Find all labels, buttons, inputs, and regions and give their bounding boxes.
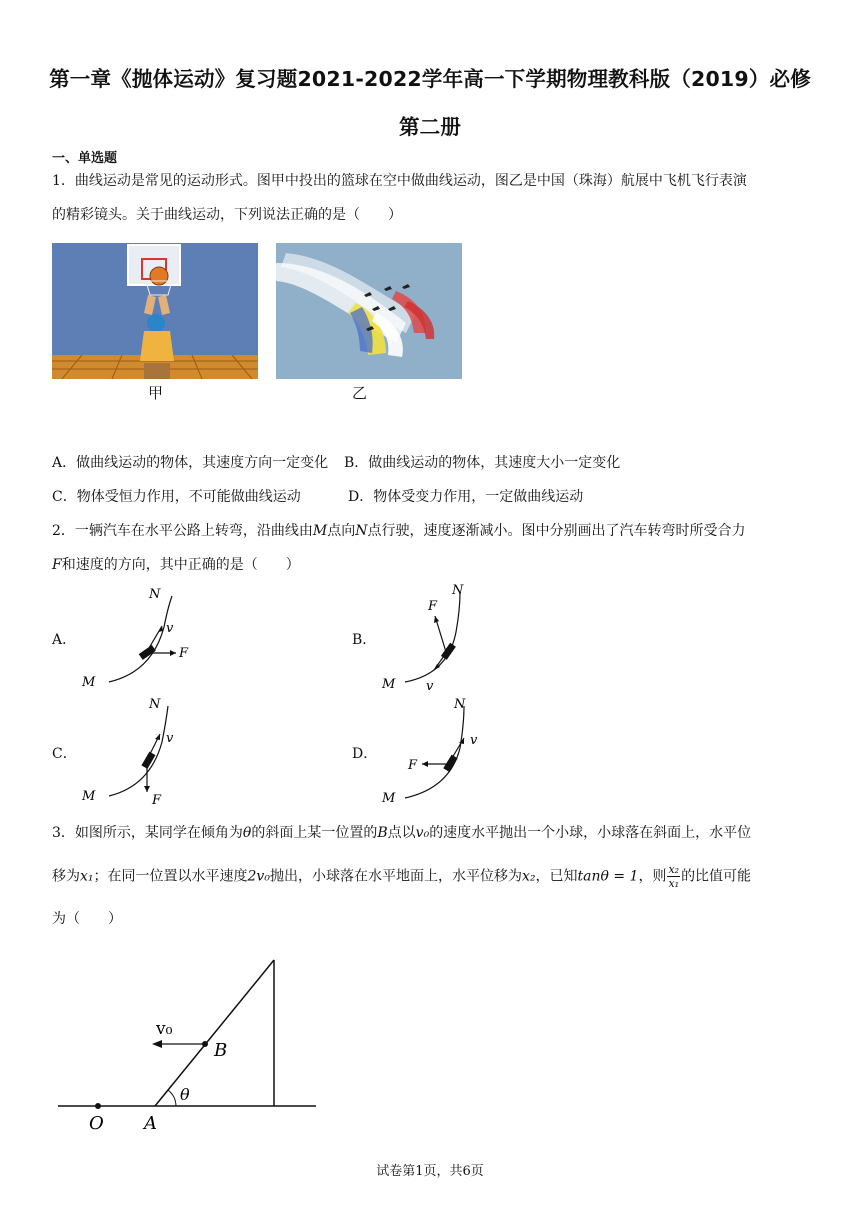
- q2-option-a-label[interactable]: A．: [52, 632, 77, 648]
- q2-line2: F和速度的方向，其中正确的是（ ）: [52, 557, 300, 573]
- airshow-illustration: [276, 243, 462, 379]
- q3-line1: 3．如图所示，某同学在倾角为θ的斜面上某一位置的B点以v₀的速度水平抛出一个小球，小球落在斜面上，水平位: [52, 825, 752, 841]
- label-m: M: [382, 791, 396, 806]
- page-footer: 试卷第1页，共6页: [376, 1164, 484, 1179]
- label-v0: v₀: [156, 1019, 173, 1039]
- label-m: M: [82, 789, 96, 804]
- q2-line1: 2．一辆汽车在水平公路上转弯，沿曲线由M点向N点行驶，速度逐渐减小。图中分别画出了汽车转弯时所受合力: [52, 523, 746, 539]
- label-f: F: [152, 793, 162, 808]
- q1-option-b[interactable]: B．做曲线运动的物体，其速度大小一定变化: [344, 455, 621, 471]
- basketball-illustration: [52, 243, 258, 379]
- q1-line2: 的精彩镜头。关于曲线运动，下列说法正确的是（ ）: [52, 207, 402, 223]
- label-n: N: [454, 697, 466, 712]
- label-f: F: [179, 646, 189, 661]
- caption-b: 乙: [352, 384, 368, 402]
- q2-diagram-d: [380, 694, 500, 808]
- label-m: M: [382, 677, 396, 692]
- label-b: B: [214, 1040, 228, 1061]
- q1-option-a[interactable]: A．做曲线运动的物体，其速度方向一定变化: [52, 455, 329, 471]
- ratio-fraction: $\frac{\text{x₂}}{\text{x₁}}$: [668, 863, 680, 890]
- q2-option-c-label[interactable]: C．: [52, 746, 77, 762]
- q1-option-c[interactable]: C．物体受恒力作用，不可能做曲线运动: [52, 489, 301, 505]
- q1-option-d[interactable]: D．物体受变力作用，一定做曲线运动: [348, 489, 584, 505]
- label-n: N: [149, 697, 161, 712]
- doc-title-line2: 第二册: [398, 115, 462, 139]
- section-label: 一、单选题: [52, 151, 118, 166]
- label-theta: θ: [180, 1085, 190, 1104]
- label-m: M: [82, 675, 96, 690]
- q2-diagram-b: [380, 582, 490, 692]
- caption-a: 甲: [148, 384, 164, 402]
- label-n: N: [149, 587, 161, 602]
- q3-line3: 为（ ）: [52, 911, 122, 927]
- q3-incline-figure: [52, 950, 332, 1135]
- label-o: O: [89, 1113, 104, 1134]
- label-f: F: [428, 599, 438, 614]
- doc-title-line1: 第一章《抛体运动》复习题2021-2022学年高一下学期物理教科版（2019）必修: [49, 67, 811, 91]
- label-f: F: [408, 758, 418, 773]
- label-v: v: [470, 733, 478, 748]
- label-v: v: [166, 731, 174, 746]
- label-v: v: [166, 621, 174, 636]
- q2-option-d-label[interactable]: D．: [352, 746, 378, 762]
- q2-option-b-label[interactable]: B．: [352, 632, 377, 648]
- label-a: A: [144, 1113, 157, 1134]
- label-v: v: [426, 679, 434, 692]
- q2-diagram-a: [74, 582, 214, 692]
- q2-diagram-c: [74, 694, 214, 808]
- q1-line1: 1．曲线运动是常见的运动形式。图甲中投出的篮球在空中做曲线运动，图乙是中国（珠海）航展中飞机飞行表演: [52, 173, 747, 189]
- label-n: N: [452, 583, 464, 598]
- q3-line2: 移为x₁；在同一位置以水平速度2v₀抛出，小球落在水平地面上，水平位移为x₂，已知tanθ = 1，则 $\frac{\text{x₂}}{\text{x₁}}$ 的比值可能: [52, 863, 752, 890]
